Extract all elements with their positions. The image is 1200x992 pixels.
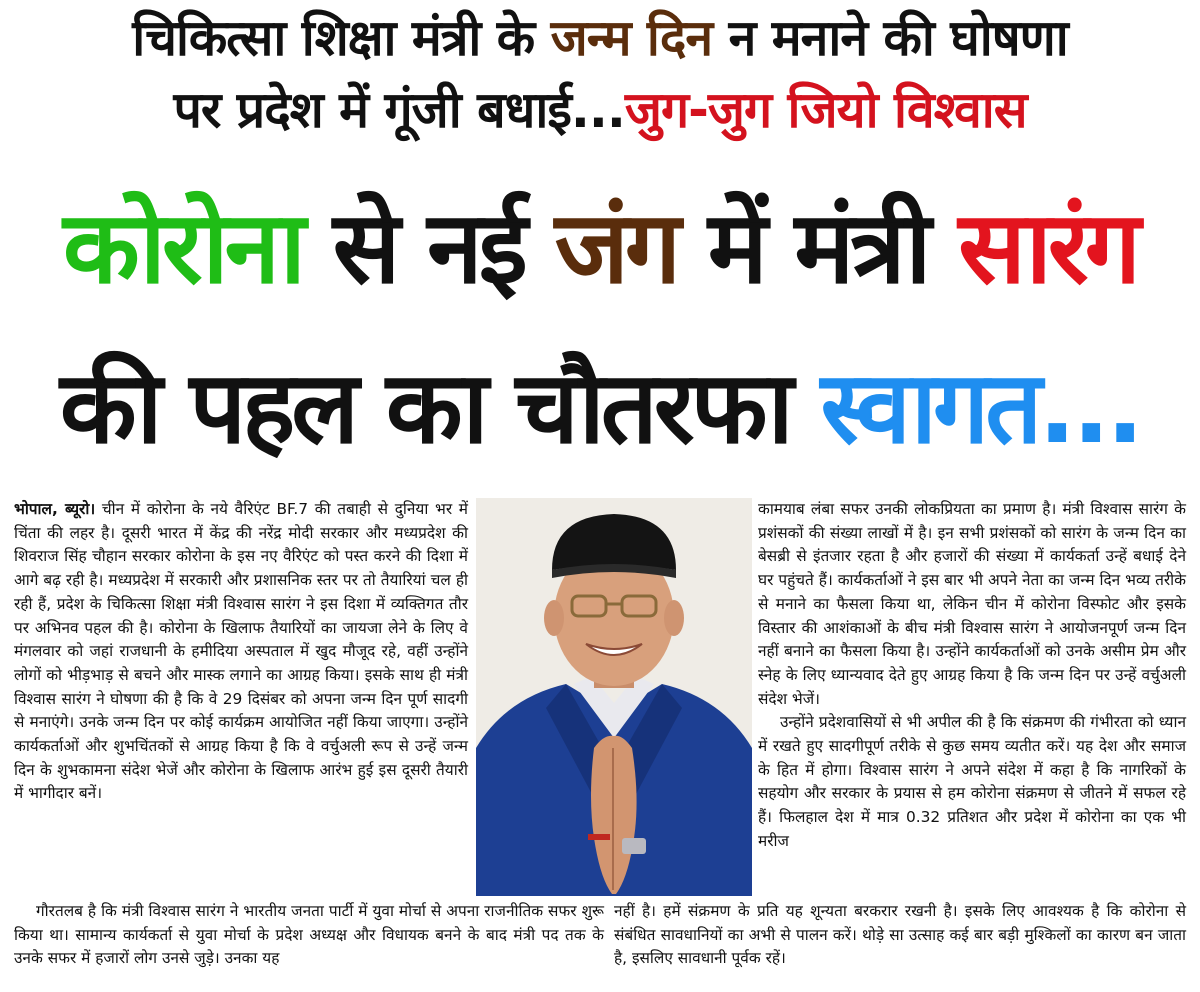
headline-segment: जंग bbox=[554, 189, 678, 306]
minister-photo bbox=[476, 498, 752, 896]
article-text: चीन में कोरोना के नये वैरिएंट BF.7 की तबाही से दुनिया भर में चिंता की लहर है। दूसरी भारत में केंद्र की नरेंद्र मोदी सरकार और मध्यप्रदेश की शिवराज सिंह चौहान सरकार कोरोना के इस नए वैरिएंट को पस्त करने की दिशा में आगे बढ़ रही है। मध्यप्रदेश में सरकारी और प्रशासनिक स्तर पर तो तैयारियां चल ही रही हैं, प्रदेश के चिकित्सा शिक्षा मंत्री विश्वास सारंग ने इस दिशा में व्यक्तिगत तौर पर अभिनव पहल की है। कोरोना के खिलाफ तैयारियों का जायजा लेने के लिए वे मंगलवार को जहां राजधानी के हमीदिया अस्पताल में खुद मौजूद रहे, वहीं उन्होंने लोगों को भीड़भाड़ से बचने और मास्क लगाने का आग्रह किया। इसके साथ ही मंत्री विश्वास सारंग ने घोषणा की है कि वे 29 दिसंबर को अपना जन्म दिन पूर्ण सादगी से मनाएंगे। उनके जन्म दिन पर कोई कार्यक्रम आयोजित नहीं किया जाएगा। उन्होंने कार्यकर्ताओं और शुभचिंतकों से आग्रह किया है कि वे वर्चुअली रूप से उन्हें जन्म दिन के शुभकामना संदेश भेजें और कोरोना के खिलाफ आरंभ हुई इस दूसरी तैयारी में भागीदार बनें। bbox=[14, 500, 468, 803]
headline-segment: पर प्रदेश में गूंजी बधाई... bbox=[173, 81, 625, 139]
article-paragraph: गौरतलब है कि मंत्री विश्वास सारंग ने भारतीय जनता पार्टी में युवा मोर्चा से अपना राजनीतिक सफर शुरू किया था। सामान्य कार्यकर्ता से युवा मोर्चा के प्रदेश अध्यक्ष और विधायक बनने के बाद मंत्री पद तक के उनके सफर में हजारों लोग उनसे जुड़े। उनका यह bbox=[14, 902, 604, 968]
headline-segment-highlight: जुग-जुग जियो विश्वास bbox=[624, 81, 1027, 139]
article-paragraph: कामयाब लंबा सफर उनकी लोकप्रियता का प्रमाण है। मंत्री विश्वास सारंग के प्रशंसकों की संख्या लाखों में है। इन सभी प्रशंसकों को सारंग के जन्म दिन का बेसब्री से इंतजार रहता है और हजारों की संख्या में कार्यकर्ता उन्हें बधाई देने घर पहुंचते हैं। कार्यकर्ताओं ने इस बार भी अपने नेता का जन्म दिन भव्य तरीके से मनाने का फैसला किया था, लेकिन चीन में कोरोना विस्फोट और इसके विस्तार की आशंकाओं के बीच मंत्री विश्वास सारंग ने आयोजनपूर्ण जन्म दिन नहीं बनाने का फैसला किया है। उन्होंने कार्यकर्ताओं को उनके असीम प्रेम और स्नेह के लिए ध्यान्यवाद देते हुए आग्रह किया है कि जन्म दिन पर उन्हें वर्चुअली संदेश भेजें। bbox=[758, 500, 1186, 708]
headline-line-2 bbox=[0, 78, 1200, 142]
main-headline-line-2 bbox=[0, 348, 1200, 468]
article-paragraph: नहीं है। हमें संक्रमण के प्रति यह शून्यता बरकरार रखनी है। इसके लिए आवश्यक है कि कोरोना से संबंधित सावधानियों का अभी से पालन करें। थोड़े सा उत्साह कई बार बड़ी मुश्किलों का कारण बन जाता है, इसलिए सावधानी पूर्वक रहें। bbox=[614, 902, 1186, 968]
headline-segment: में मंत्री bbox=[677, 189, 959, 306]
main-headline-line-1 bbox=[0, 188, 1200, 308]
article-paragraph bbox=[14, 498, 468, 806]
article-bottom-right bbox=[614, 900, 1186, 971]
dateline: भोपाल, ब्यूरो। bbox=[14, 500, 96, 518]
article-right-column bbox=[758, 498, 1186, 854]
headline-line-1 bbox=[0, 6, 1200, 70]
headline-segment: कोरोना bbox=[63, 189, 302, 306]
headline-segment: सारंग bbox=[958, 189, 1137, 306]
minister-portrait-image bbox=[476, 498, 752, 896]
headline-segment-highlight: जन्म दिन bbox=[550, 9, 713, 67]
headline-segment: न मनाने की घोषणा bbox=[712, 9, 1068, 67]
headline-segment: स्वागत... bbox=[820, 349, 1141, 466]
headline-segment: चिकित्सा शिक्षा मंत्री के bbox=[132, 9, 551, 67]
article-paragraph: उन्होंने प्रदेशवासियों से भी अपील की है कि संक्रमण की गंभीरता को ध्यान में रखते हुए सादगीपूर्ण तरीके से कुछ समय व्यतीत करें। यह देश और समाज के हित में होगा। विश्वास सारंग ने अपने संदेश में कहा है कि नागरिकों के सहयोग और सरकार के प्रयास से हम कोरोना संक्रमण से जीतने में सफल रहे हैं। फिलहाल देश में मात्र 0.32 प्रतिशत और प्रदेश में कोरोना का एक भी मरीज bbox=[758, 713, 1186, 850]
article-left-column bbox=[14, 498, 468, 806]
headline-segment: की पहल का चौतरफा bbox=[59, 349, 821, 466]
article-bottom-left bbox=[14, 900, 604, 971]
headline-segment: से नई bbox=[301, 189, 555, 306]
